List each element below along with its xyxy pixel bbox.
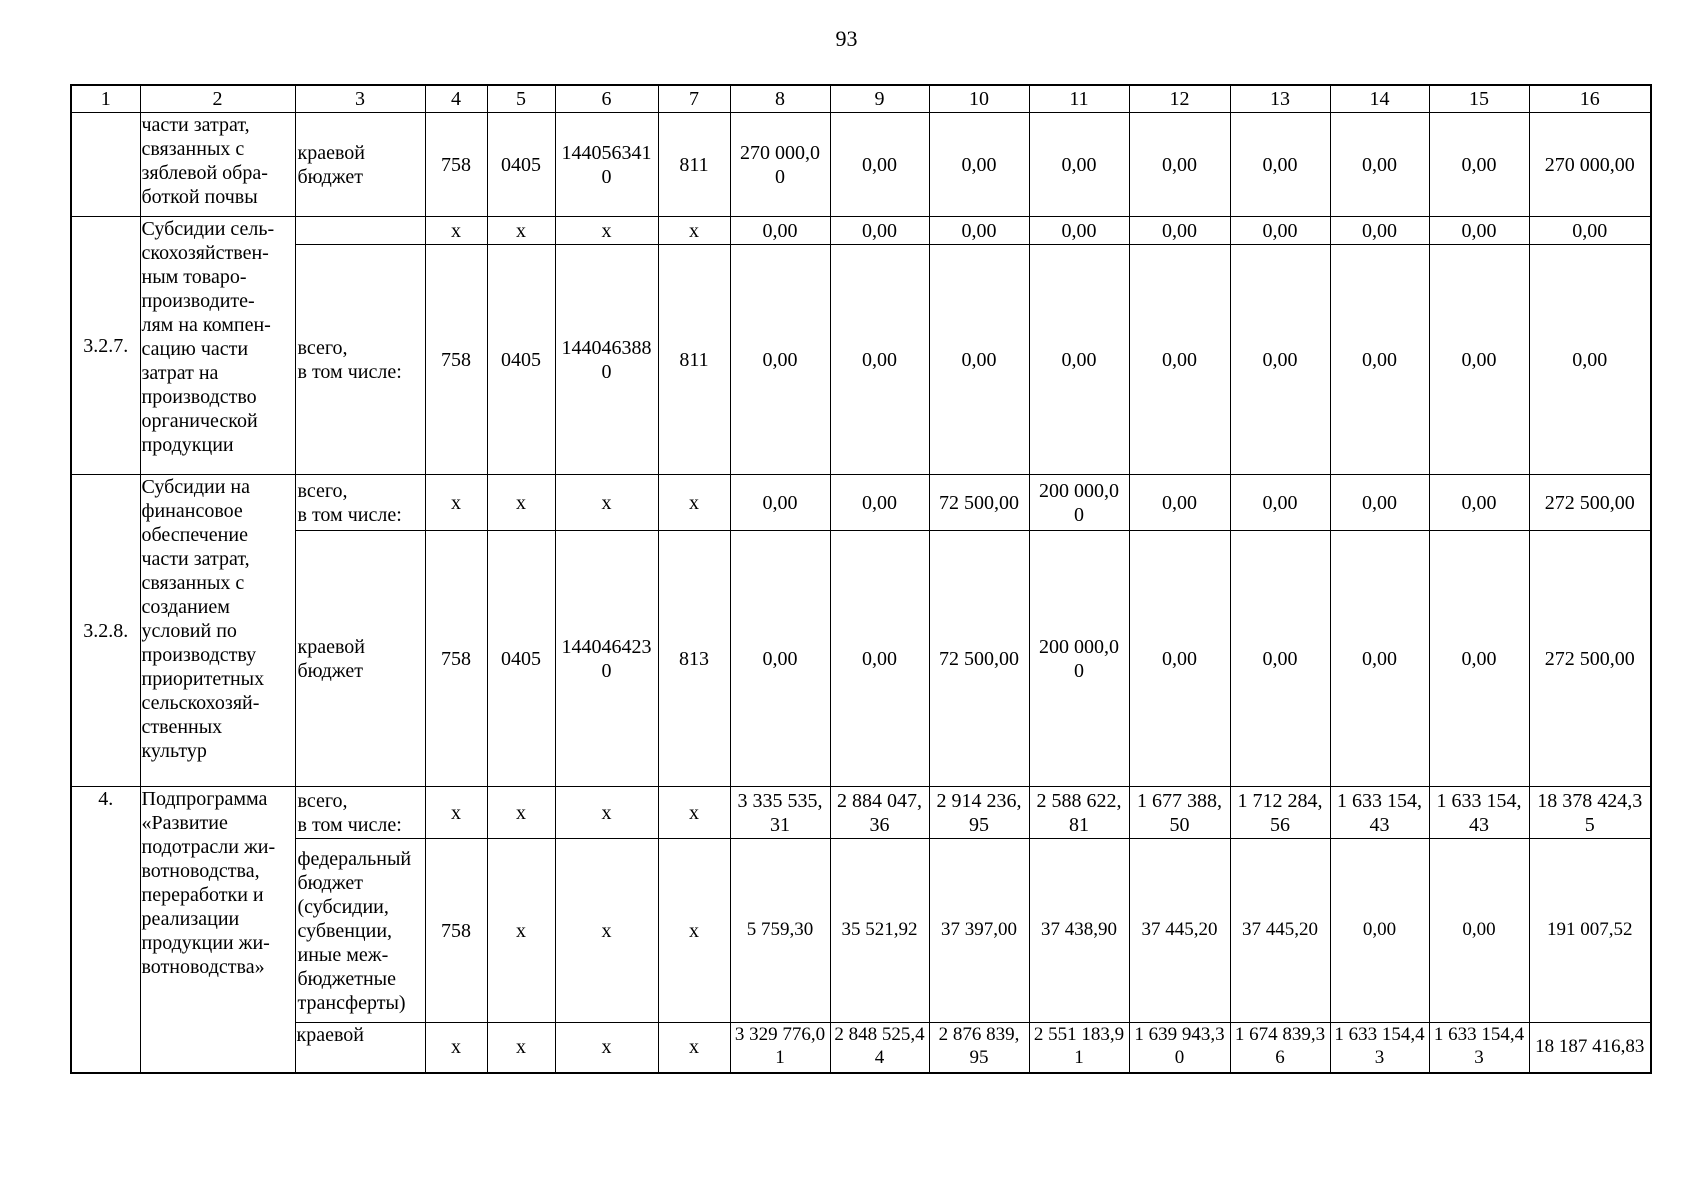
cell: 0,00 (1129, 475, 1230, 531)
cell: x (658, 1023, 730, 1073)
table-row (71, 839, 1651, 1023)
cell: 2 848 525,4 4 (830, 1023, 929, 1073)
column-number: 3 (295, 85, 425, 113)
column-number: 7 (658, 85, 730, 113)
cell: 200 000,0 0 (1029, 531, 1129, 787)
cell: 0,00 (830, 113, 929, 217)
funding-source: всего, в том числе: (295, 475, 425, 531)
cell: 0,00 (1029, 217, 1129, 245)
cell: 35 521,92 (830, 839, 929, 1023)
cell: 0,00 (1529, 217, 1651, 245)
cell: 72 500,00 (929, 531, 1029, 787)
cell: 0,00 (1330, 113, 1429, 217)
cell: 37 445,20 (1230, 839, 1330, 1023)
cell: 1 633 154,4 3 (1429, 1023, 1529, 1073)
cell: 811 (658, 245, 730, 475)
cell: 3 335 535, 31 (730, 787, 830, 839)
cell: 0,00 (830, 217, 929, 245)
funding-source: краевой бюджет (295, 531, 425, 787)
cell: 0,00 (730, 245, 830, 475)
cell: 0,00 (1230, 217, 1330, 245)
table-row (71, 475, 1651, 531)
cell: 18 378 424,3 5 (1529, 787, 1651, 839)
cell: 37 438,90 (1029, 839, 1129, 1023)
column-number: 8 (730, 85, 830, 113)
cell: 144056341 0 (555, 113, 658, 217)
cell: 0,00 (830, 531, 929, 787)
cell: x (658, 217, 730, 245)
cell: 0,00 (1429, 217, 1529, 245)
cell: 0405 (487, 245, 555, 475)
column-number: 13 (1230, 85, 1330, 113)
cell: 0,00 (929, 245, 1029, 475)
cell: 0405 (487, 531, 555, 787)
column-number: 4 (425, 85, 487, 113)
column-number: 5 (487, 85, 555, 113)
cell: 758 (425, 531, 487, 787)
cell: 758 (425, 113, 487, 217)
cell: 0,00 (929, 113, 1029, 217)
column-number: 1 (71, 85, 140, 113)
column-number: 6 (555, 85, 658, 113)
cell: 2 876 839, 95 (929, 1023, 1029, 1073)
cell: 0,00 (1029, 245, 1129, 475)
cell: 811 (658, 113, 730, 217)
cell: 144046423 0 (555, 531, 658, 787)
cell: 0,00 (1129, 217, 1230, 245)
cell: 0,00 (1330, 839, 1429, 1023)
column-number: 15 (1429, 85, 1529, 113)
column-number: 11 (1029, 85, 1129, 113)
cell: 0,00 (730, 475, 830, 531)
cell: 0,00 (1330, 475, 1429, 531)
cell: 37 445,20 (1129, 839, 1230, 1023)
cell: 0,00 (830, 475, 929, 531)
cell: 813 (658, 531, 730, 787)
funding-source: федеральный бюджет (субсидии, субвенции, иные меж- бюджетные трансферты) (295, 839, 425, 1023)
cell: 200 000,0 0 (1029, 475, 1129, 531)
page-number: 93 (835, 26, 858, 51)
cell: 0,00 (1429, 531, 1529, 787)
funding-source: краевой бюджет (295, 113, 425, 217)
cell: 0,00 (1330, 531, 1429, 787)
cell: 272 500,00 (1529, 531, 1651, 787)
cell: 1 712 284, 56 (1230, 787, 1330, 839)
cell: 1 674 839,3 6 (1230, 1023, 1330, 1073)
cell: 1 639 943,3 0 (1129, 1023, 1230, 1073)
cell: x (425, 475, 487, 531)
cell: 0,00 (1330, 217, 1429, 245)
cell: 2 588 622, 81 (1029, 787, 1129, 839)
cell: 0,00 (1230, 113, 1330, 217)
column-number-row (71, 85, 1651, 113)
cell: x (487, 475, 555, 531)
item-index: 3.2.8. (71, 475, 140, 787)
cell: 0405 (487, 113, 555, 217)
item-index (71, 113, 140, 217)
column-number: 9 (830, 85, 929, 113)
cell: 272 500,00 (1529, 475, 1651, 531)
cell: 0,00 (1129, 245, 1230, 475)
cell: 0,00 (1129, 113, 1230, 217)
cell: x (658, 839, 730, 1023)
table-row (71, 113, 1651, 217)
cell: x (555, 839, 658, 1023)
column-number: 10 (929, 85, 1029, 113)
item-index: 3.2.7. (71, 217, 140, 475)
cell: x (425, 1023, 487, 1073)
item-name: Субсидии сель- скохозяйствен- ным товаро- производите- лям на компен- сацию части затрат на производство органической продукции (140, 217, 295, 475)
cell: 0,00 (1230, 531, 1330, 787)
cell: 0,00 (730, 217, 830, 245)
cell: x (658, 787, 730, 839)
cell: 270 000,0 0 (730, 113, 830, 217)
cell: 0,00 (830, 245, 929, 475)
cell: x (425, 787, 487, 839)
column-number: 2 (140, 85, 295, 113)
funding-source: всего, в том числе: (295, 245, 425, 475)
cell: x (487, 217, 555, 245)
cell: x (487, 839, 555, 1023)
table-row (71, 787, 1651, 839)
item-name: Субсидии на финансовое обеспечение части затрат, связанных с созданием условий по производству приоритетных сельскохозяй- ственных культур (140, 475, 295, 787)
table-row (71, 245, 1651, 475)
item-name: части затрат, связанных с зяблевой обра- боткой почвы (140, 113, 295, 217)
table-row (71, 1023, 1651, 1073)
cell: 1 633 154,4 3 (1330, 1023, 1429, 1073)
cell: x (487, 787, 555, 839)
cell: 144046388 0 (555, 245, 658, 475)
cell: 270 000,00 (1529, 113, 1651, 217)
cell: 1 677 388, 50 (1129, 787, 1230, 839)
cell: 758 (425, 839, 487, 1023)
cell: 2 551 183,9 1 (1029, 1023, 1129, 1073)
budget-table (70, 84, 1652, 1074)
cell: 0,00 (1429, 245, 1529, 475)
column-number: 12 (1129, 85, 1230, 113)
cell: 0,00 (929, 217, 1029, 245)
cell: 18 187 416,83 (1529, 1023, 1651, 1073)
cell: 0,00 (1029, 113, 1129, 217)
cell: x (425, 217, 487, 245)
cell: x (555, 787, 658, 839)
cell: 0,00 (1429, 839, 1529, 1023)
cell: 0,00 (1529, 245, 1651, 475)
cell: x (658, 475, 730, 531)
cell: 0,00 (1429, 475, 1529, 531)
cell: 0,00 (1129, 531, 1230, 787)
cell: 0,00 (1230, 475, 1330, 531)
cell: 2 884 047, 36 (830, 787, 929, 839)
funding-source (295, 217, 425, 245)
cell: 191 007,52 (1529, 839, 1651, 1023)
cell: x (555, 217, 658, 245)
item-index: 4. (71, 787, 140, 1073)
cell: x (487, 1023, 555, 1073)
cell: 758 (425, 245, 487, 475)
cell: x (555, 1023, 658, 1073)
cell: 0,00 (1230, 245, 1330, 475)
table-row (71, 217, 1651, 245)
table-row (71, 531, 1651, 787)
column-number: 14 (1330, 85, 1429, 113)
cell: 72 500,00 (929, 475, 1029, 531)
cell: 0,00 (1429, 113, 1529, 217)
item-name: Подпрограмма «Развитие подотрасли жи- вотноводства, переработки и реализации продукции жи- вотноводства» (140, 787, 295, 1073)
funding-source: всего, в том числе: (295, 787, 425, 839)
cell: 3 329 776,0 1 (730, 1023, 830, 1073)
cell: 1 633 154, 43 (1330, 787, 1429, 839)
cell: 37 397,00 (929, 839, 1029, 1023)
column-number: 16 (1529, 85, 1651, 113)
cell: 1 633 154, 43 (1429, 787, 1529, 839)
funding-source: краевой (295, 1023, 425, 1073)
cell: x (555, 475, 658, 531)
cell: 5 759,30 (730, 839, 830, 1023)
cell: 0,00 (730, 531, 830, 787)
cell: 2 914 236, 95 (929, 787, 1029, 839)
cell: 0,00 (1330, 245, 1429, 475)
